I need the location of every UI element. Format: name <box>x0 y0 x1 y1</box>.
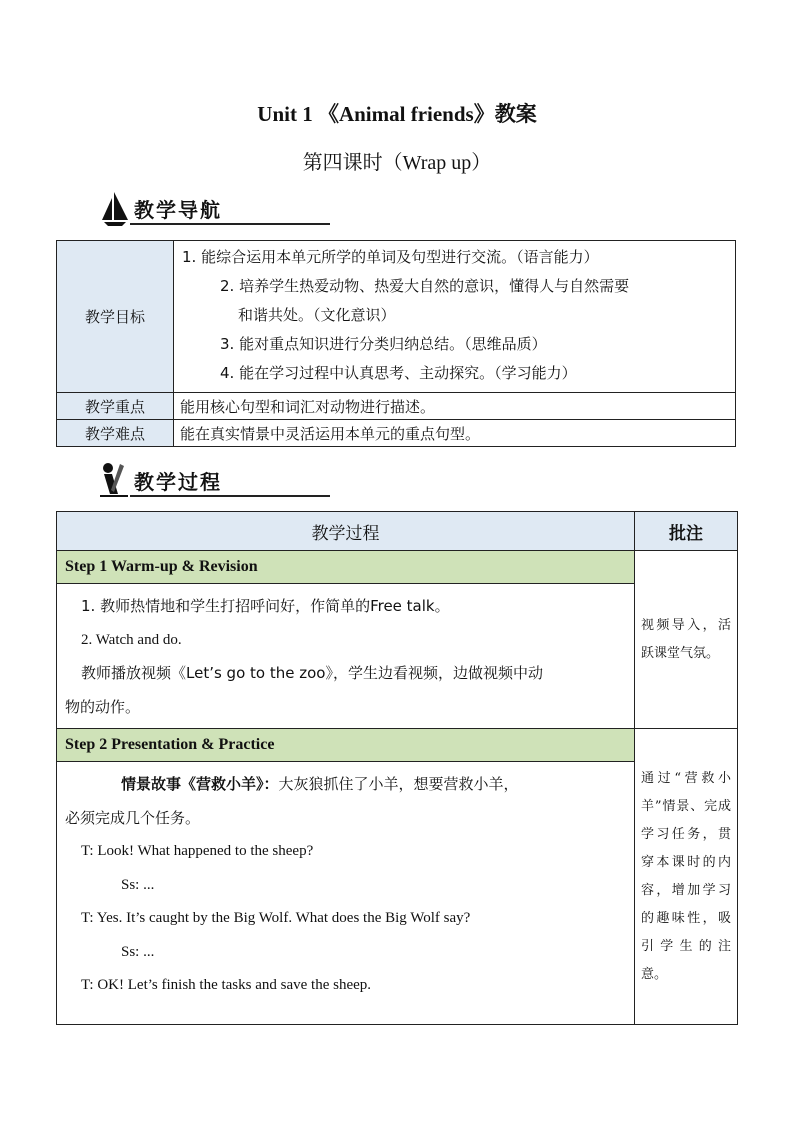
document-title: Unit 1 《Animal friends》教案 <box>257 102 537 126</box>
objective-item-continued: 和谐共处。（文化意识） <box>238 306 396 324</box>
process-header-row <box>57 512 738 551</box>
story-text: 大灰狼抓住了小羊，想要营救小羊， <box>278 775 519 793</box>
objective-item: 3. 能对重点知识进行分类归纳总结。（思维品质） <box>220 335 547 353</box>
section-underline <box>130 495 330 497</box>
objectives-label: 教学目标 <box>57 241 174 393</box>
section-underline <box>130 223 330 225</box>
step1-note: 视频导入，活跃课堂气氛。 <box>635 551 738 729</box>
process-column-header: 教学过程 <box>57 512 635 551</box>
step2-title: Step 2 Presentation & Practice <box>57 729 635 762</box>
section-heading-navigation <box>94 188 264 232</box>
step2-note: 通过“营救小羊”情景、完成学习任务，贯穿本课时的内容，增加学习的趣味性，吸引学生的注意。 <box>635 729 738 1025</box>
lesson-subtitle: 第四课时（Wrap up） <box>302 152 492 174</box>
difficulties-text: 能在真实情景中灵活运用本单元的重点句型。 <box>174 420 736 447</box>
dialogue-line: T: Yes. It’s caught by the Big Wolf. What does the Big Wolf say? <box>81 910 471 926</box>
difficulties-label: 教学难点 <box>57 420 174 447</box>
story-label: 情景故事《营救小羊》： <box>121 775 279 793</box>
key-points-text: 能用核心句型和词汇对动物进行描述。 <box>174 393 736 420</box>
step1-title: Step 1 Warm-up & Revision <box>57 551 635 584</box>
dialogue-line: Ss: ... <box>121 876 155 893</box>
step1-line: 1. 教师热情地和学生打招呼问好，作简单的Free talk。 <box>81 597 450 615</box>
key-points-label: 教学重点 <box>57 393 174 420</box>
step1-line: 教师播放视频《Let’s go to the zoo》，学生边看视频，边做视频中动 <box>81 664 543 682</box>
story-intro <box>65 768 626 802</box>
sailboat-icon <box>94 188 134 228</box>
step1-title-row <box>57 551 738 584</box>
section-heading-text: 教学过程 <box>134 470 222 494</box>
objective-item: 1. 能综合运用本单元所学的单词及句型进行交流。（语言能力） <box>182 248 599 266</box>
step1-line: 物的动作。 <box>65 697 141 716</box>
step1-body <box>57 584 635 729</box>
section-heading-text: 教学导航 <box>134 198 222 222</box>
section-heading-process <box>94 460 264 504</box>
difficulties-row <box>57 420 736 447</box>
objective-item: 2. 培养学生热爱动物、热爱大自然的意识，懂得人与自然需要 <box>220 277 630 295</box>
step2-body <box>57 762 635 1025</box>
teaching-process-table <box>56 511 738 1025</box>
objectives-cell <box>174 241 736 393</box>
objective-item: 4. 能在学习过程中认真思考、主动探究。（学习能力） <box>220 364 577 382</box>
objectives-row <box>57 241 736 393</box>
key-points-row <box>57 393 736 420</box>
step1-line: 2. Watch and do. <box>81 631 182 648</box>
pencil-figure-icon <box>94 460 134 500</box>
dialogue-line: Ss: ... <box>121 943 155 960</box>
dialogue-line: T: OK! Let’s finish the tasks and save the sheep. <box>81 977 372 993</box>
story-text-continued: 必须完成几个任务。 <box>65 808 201 827</box>
dialogue-line: T: Look! What happened to the sheep? <box>81 843 314 859</box>
teaching-navigation-table <box>56 240 736 447</box>
step2-title-row <box>57 729 738 762</box>
notes-column-header: 批注 <box>635 512 738 551</box>
